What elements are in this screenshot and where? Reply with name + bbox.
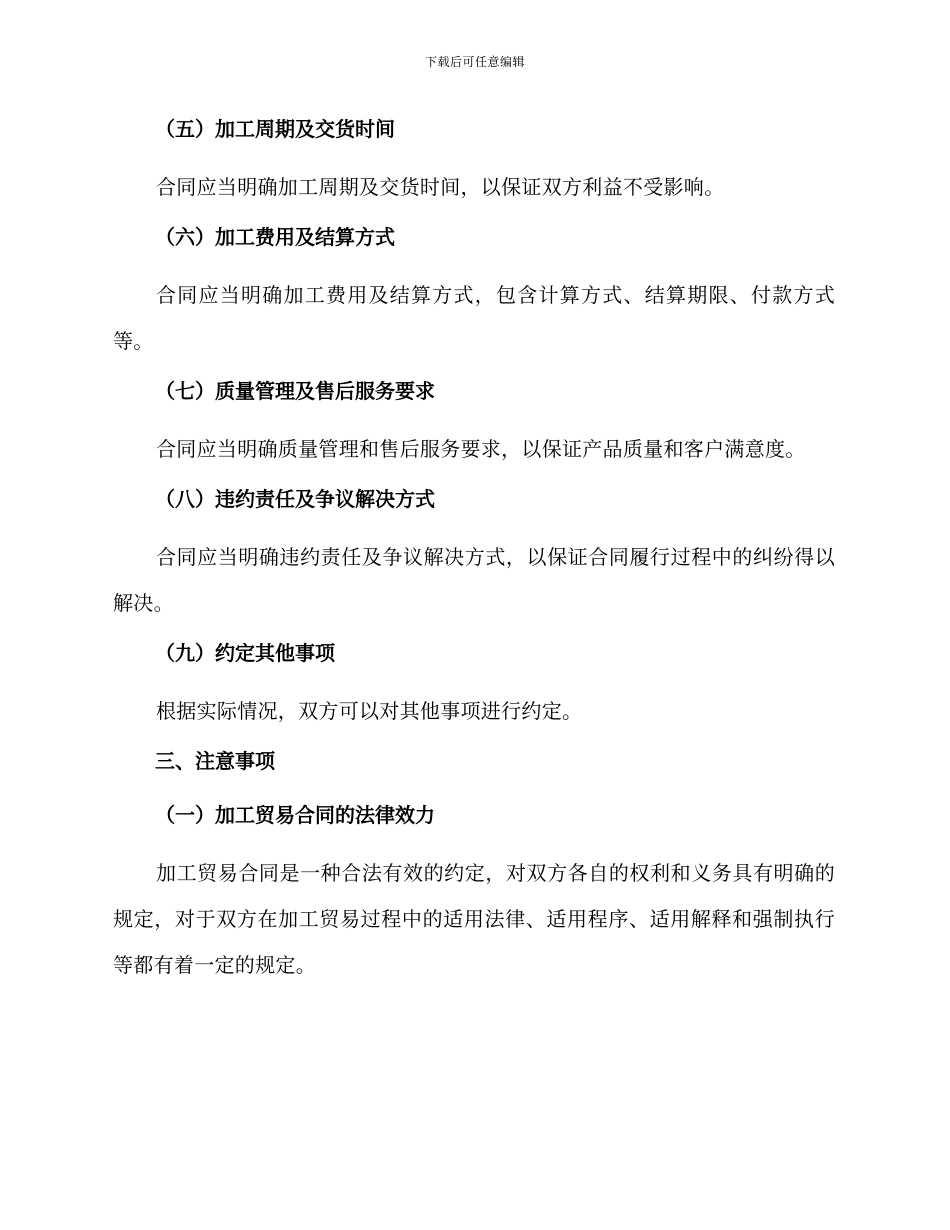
section-heading-other-matters: （九）约定其他事项 <box>155 641 335 665</box>
paragraph-legal-effect: 加工贸易合同是一种合法有效的约定，对双方各自的权利和义务具有明确的规定，对于双方在加工贸易过程中的适用法律、适用程序、适用解释和强制执行等都有着一定的规定。 <box>113 861 835 977</box>
section-heading-breach-liability: （八）违约责任及争议解决方式 <box>155 487 435 511</box>
paragraph-processing-fees: 合同应当明确加工费用及结算方式，包含计算方式、结算期限、付款方式等。 <box>113 283 835 353</box>
paragraph-quality-management: 合同应当明确质量管理和售后服务要求，以保证产品质量和客户满意度。 <box>156 437 806 461</box>
section-heading-processing-period: （五）加工周期及交货时间 <box>155 117 395 141</box>
page-header-note: 下载后可任意编辑 <box>424 55 525 69</box>
paragraph-breach-liability: 合同应当明确违约责任及争议解决方式，以保证合同履行过程中的纠纷得以解决。 <box>113 545 835 615</box>
section-heading-notes: 三、注意事项 <box>155 749 275 773</box>
section-heading-legal-effect: （一）加工贸易合同的法律效力 <box>155 803 435 827</box>
paragraph-other-matters: 根据实际情况，双方可以对其他事项进行约定。 <box>156 699 583 723</box>
section-heading-processing-fees: （六）加工费用及结算方式 <box>155 225 395 249</box>
section-heading-quality-management: （七）质量管理及售后服务要求 <box>155 379 435 403</box>
paragraph-processing-period: 合同应当明确加工周期及交货时间，以保证双方利益不受影响。 <box>156 175 725 199</box>
document-body <box>113 110 835 996</box>
